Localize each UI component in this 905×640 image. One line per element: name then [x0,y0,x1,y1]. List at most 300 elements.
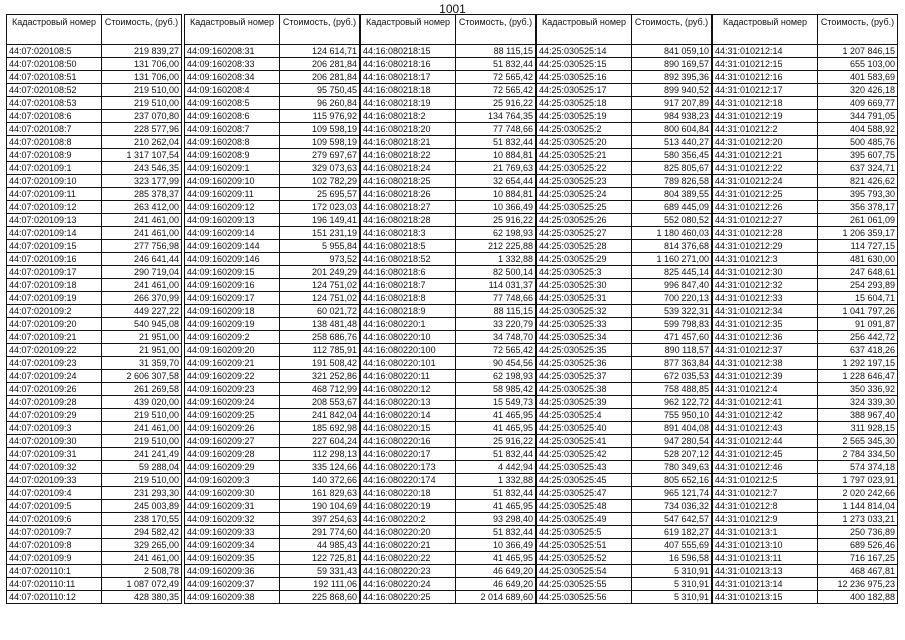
cost-cell: 77 748,66 [456,123,536,136]
cost-cell: 805 652,16 [632,474,712,487]
cost-cell: 241 241,49 [102,448,182,461]
table-row [185,487,360,500]
table-row [185,422,360,435]
cadastral-number-cell: 44:25:030525:24 [537,188,632,201]
cadastral-number-cell: 44:31:010212:5 [713,474,818,487]
cadastral-number-cell: 44:16:080220:25 [361,591,456,604]
cadastral-number-cell: 44:25:030525:20 [537,136,632,149]
cost-cell: 890 169,57 [632,58,712,71]
cadastre-table-5 [712,14,898,604]
table-row [185,552,360,565]
cadastral-number-cell: 44:16:080218:21 [361,136,456,149]
cost-cell: 1 206 359,17 [818,227,898,240]
cadastral-number-cell: 44:25:030525:30 [537,279,632,292]
cost-cell: 72 565,42 [456,71,536,84]
table-row [537,331,712,344]
cadastral-number-header: Кадастровый номер [361,15,456,45]
cadastral-number-cell: 44:09:160209:14 [185,227,280,240]
cost-cell: 965 121,74 [632,487,712,500]
cadastral-number-cell: 44:07:020108:6 [7,110,102,123]
cadastral-number-cell: 44:31:010212:8 [713,500,818,513]
table-row [7,565,182,578]
cost-cell: 258 686,76 [280,331,360,344]
cadastral-number-cell: 44:09:160209:19 [185,318,280,331]
table-row [537,266,712,279]
cadastral-number-cell: 44:07:020109:23 [7,357,102,370]
table-row [185,253,360,266]
table-row [713,357,898,370]
cost-cell: 890 118,57 [632,344,712,357]
cadastral-number-cell: 44:31:010213:10 [713,539,818,552]
header-row [537,15,712,45]
table-row [537,448,712,461]
cadastral-number-cell: 44:16:080218:27 [361,201,456,214]
cost-cell: 237 070,80 [102,110,182,123]
cadastral-number-cell: 44:16:080220:173 [361,461,456,474]
table-row [185,383,360,396]
cadastral-number-cell: 44:16:080220:21 [361,539,456,552]
table-row [537,162,712,175]
table-row [713,461,898,474]
cadastral-number-cell: 44:31:010212:32 [713,279,818,292]
table-row [713,383,898,396]
table-row [7,214,182,227]
cadastral-number-cell: 44:31:010212:43 [713,422,818,435]
cadastral-number-cell: 44:31:010212:7 [713,487,818,500]
cadastral-number-cell: 44:09:160209:28 [185,448,280,461]
cost-cell: 344 791,05 [818,110,898,123]
cost-cell: 891 404,08 [632,422,712,435]
table-row [361,227,536,240]
cost-cell: 51 832,44 [456,448,536,461]
cost-cell: 539 322,31 [632,305,712,318]
cadastral-number-cell: 44:09:160208:8 [185,136,280,149]
cadastral-number-cell: 44:25:030525:17 [537,84,632,97]
cadastral-number-cell: 44:25:030525:49 [537,513,632,526]
cadastral-number-cell: 44:25:030525:36 [537,357,632,370]
cadastral-number-cell: 44:09:160209:24 [185,396,280,409]
cadastral-number-cell: 44:16:080220:15 [361,422,456,435]
table-row [537,227,712,240]
table-row [713,318,898,331]
table-row [537,474,712,487]
table-row [7,110,182,123]
cadastral-number-cell: 44:09:160209:146 [185,253,280,266]
cost-cell: 88 115,15 [456,45,536,58]
cadastral-number-cell: 44:07:020109:18 [7,279,102,292]
table-row [713,266,898,279]
table-row [185,357,360,370]
cost-cell: 191 508,42 [280,357,360,370]
table-row [713,435,898,448]
page-number: 1001 [439,2,466,16]
cost-cell: 513 440,27 [632,136,712,149]
cost-cell: 266 370,99 [102,292,182,305]
table-row [7,552,182,565]
cost-cell: 814 376,68 [632,240,712,253]
cadastral-number-cell: 44:16:080218:15 [361,45,456,58]
cost-cell: 210 262,04 [102,136,182,149]
table-row [7,97,182,110]
cadastral-number-cell: 44:25:030525:35 [537,344,632,357]
cadastral-number-cell: 44:31:010213:1 [713,526,818,539]
table-row [185,266,360,279]
cost-cell: 219 510,00 [102,474,182,487]
cadastral-number-cell: 44:07:020110:12 [7,591,102,604]
cadastral-number-cell: 44:31:010212:9 [713,513,818,526]
cadastral-number-cell: 44:25:030525:31 [537,292,632,305]
table-row [7,344,182,357]
table-row [361,435,536,448]
cost-cell: 984 938,23 [632,110,712,123]
table-row [361,591,536,604]
cost-cell: 321 252,86 [280,370,360,383]
cost-cell: 16 596,58 [632,552,712,565]
cost-cell: 60 021,72 [280,305,360,318]
cost-cell: 1 144 814,04 [818,500,898,513]
table-row [185,84,360,97]
table-row [361,409,536,422]
table-row [361,344,536,357]
cadastral-number-cell: 44:25:030525:27 [537,227,632,240]
cost-cell: 51 832,44 [456,58,536,71]
cadastral-number-cell: 44:16:080220:174 [361,474,456,487]
cost-cell: 112 785,91 [280,344,360,357]
table-row [361,162,536,175]
table-row [185,240,360,253]
cost-cell: 112 298,13 [280,448,360,461]
cost-header: Стоимость, (руб.) [102,15,182,45]
table-row [713,539,898,552]
table-row [7,500,182,513]
cadastral-number-cell: 44:25:030525:23 [537,175,632,188]
table-row [713,136,898,149]
cost-cell: 395 607,75 [818,149,898,162]
cadastral-number-cell: 44:25:030525:3 [537,266,632,279]
table-row [7,383,182,396]
table-row [537,565,712,578]
table-row [713,448,898,461]
cadastral-number-cell: 44:07:020109:22 [7,344,102,357]
cadastral-number-header: Кадастровый номер [185,15,280,45]
cadastral-number-cell: 44:07:020109:5 [7,500,102,513]
table-row [537,409,712,422]
cost-cell: 841 059,10 [632,45,712,58]
cadastral-number-cell: 44:07:020109:29 [7,409,102,422]
table-row [537,279,712,292]
cost-cell: 88 115,15 [456,305,536,318]
cost-cell: 547 642,57 [632,513,712,526]
table-row [537,383,712,396]
cadastral-number-cell: 44:31:010212:41 [713,396,818,409]
table-row [361,188,536,201]
table-row [7,71,182,84]
cadastral-number-cell: 44:09:160209:16 [185,279,280,292]
cost-cell: 1 228 646,47 [818,370,898,383]
table-row [361,318,536,331]
table-row [7,409,182,422]
cost-cell: 59 288,04 [102,461,182,474]
cadastral-number-cell: 44:07:020109:28 [7,396,102,409]
cadastral-number-cell: 44:07:020109:10 [7,175,102,188]
cadastral-number-cell: 44:31:010212:38 [713,357,818,370]
cadastral-number-cell: 44:16:080220:100 [361,344,456,357]
cadastral-number-cell: 44:09:160209:12 [185,201,280,214]
table-row [537,84,712,97]
table-row [361,201,536,214]
cost-cell: 72 565,42 [456,344,536,357]
table-row [185,565,360,578]
cadastral-number-cell: 44:09:160209:11 [185,188,280,201]
cadastral-number-cell: 44:25:030525:38 [537,383,632,396]
table-row [361,539,536,552]
cost-cell: 5 310,91 [632,591,712,604]
cost-cell: 789 826,58 [632,175,712,188]
cost-cell: 285 378,37 [102,188,182,201]
table-row [537,578,712,591]
cost-cell: 241 842,04 [280,409,360,422]
table-row [185,513,360,526]
cadastral-number-cell: 44:16:080218:2 [361,110,456,123]
cost-cell: 439 020,00 [102,396,182,409]
table-row [537,422,712,435]
table-row [361,500,536,513]
table-row [537,175,712,188]
cadastral-number-cell: 44:07:020109:17 [7,266,102,279]
cadastral-number-cell: 44:25:030525:54 [537,565,632,578]
header-row [713,15,898,45]
cost-cell: 599 798,83 [632,318,712,331]
table-row [713,578,898,591]
cost-cell: 311 928,15 [818,422,898,435]
table-row [361,110,536,123]
cost-cell: 755 950,10 [632,409,712,422]
table-row [537,318,712,331]
table-row [537,201,712,214]
cost-cell: 294 582,42 [102,526,182,539]
cadastral-number-cell: 44:31:010212:27 [713,214,818,227]
cadastral-number-cell: 44:25:030525:51 [537,539,632,552]
cost-cell: 290 719,04 [102,266,182,279]
table-row [185,578,360,591]
cadastre-table-4 [536,14,712,604]
cost-cell: 241 461,00 [102,552,182,565]
cadastral-number-cell: 44:25:030525:15 [537,58,632,71]
cadastral-number-cell: 44:31:010212:2 [713,123,818,136]
table-row [537,344,712,357]
cadastral-number-cell: 44:31:010213:15 [713,591,818,604]
cadastral-number-cell: 44:09:160209:32 [185,513,280,526]
cost-cell: 140 372,66 [280,474,360,487]
table-row [713,162,898,175]
cost-cell: 138 481,48 [280,318,360,331]
table-row [537,149,712,162]
cadastral-number-cell: 44:25:030525:18 [537,97,632,110]
cadastral-number-cell: 44:09:160209:2 [185,331,280,344]
cadastral-number-cell: 44:09:160209:27 [185,435,280,448]
table-row [537,188,712,201]
cost-cell: 1 207 846,15 [818,45,898,58]
cadastral-number-cell: 44:31:010212:25 [713,188,818,201]
cost-cell: 109 598,19 [280,123,360,136]
cost-cell: 401 583,69 [818,71,898,84]
table-row [185,162,360,175]
table-row [361,526,536,539]
cost-cell: 172 023,03 [280,201,360,214]
cost-cell: 91 091,87 [818,318,898,331]
cadastral-number-cell: 44:09:160208:34 [185,71,280,84]
cadastral-number-cell: 44:25:030525:52 [537,552,632,565]
cost-header: Стоимость, (руб.) [456,15,536,45]
cadastral-number-cell: 44:16:080218:19 [361,97,456,110]
table-row [361,448,536,461]
cost-cell: 231 293,30 [102,487,182,500]
cadastral-number-cell: 44:31:010212:28 [713,227,818,240]
cadastral-number-cell: 44:07:020109:4 [7,487,102,500]
cost-cell: 241 461,00 [102,227,182,240]
table-row [361,253,536,266]
cost-cell: 124 751,02 [280,279,360,292]
cost-cell: 208 553,67 [280,396,360,409]
table-row [713,58,898,71]
cadastral-number-cell: 44:25:030525:21 [537,149,632,162]
table-row [7,539,182,552]
cadastral-number-cell: 44:16:080220:19 [361,500,456,513]
cadastral-number-cell: 44:09:160209:144 [185,240,280,253]
table-row [537,71,712,84]
cadastral-number-cell: 44:07:020109:6 [7,513,102,526]
table-row [713,214,898,227]
cost-cell: 82 500,14 [456,266,536,279]
cost-cell: 256 442,72 [818,331,898,344]
cadastral-number-cell: 44:16:080218:52 [361,253,456,266]
cost-cell: 192 111,06 [280,578,360,591]
table-row [537,487,712,500]
cadastral-number-cell: 44:09:160208:33 [185,58,280,71]
table-row [7,136,182,149]
table-row [7,461,182,474]
table-row [713,565,898,578]
table-row [7,279,182,292]
cost-cell: 227 604,24 [280,435,360,448]
cadastral-number-cell: 44:16:080220:1 [361,318,456,331]
table-row [185,175,360,188]
cost-cell: 46 649,20 [456,565,536,578]
cadastral-number-cell: 44:09:160209:17 [185,292,280,305]
cost-cell: 219 510,00 [102,97,182,110]
cadastral-number-cell: 44:09:160209:33 [185,526,280,539]
cadastral-number-cell: 44:07:020108:7 [7,123,102,136]
cost-cell: 241 461,00 [102,422,182,435]
table-row [361,58,536,71]
cost-cell: 131 706,00 [102,58,182,71]
cadastral-number-cell: 44:16:080218:16 [361,58,456,71]
table-row [361,383,536,396]
cadastral-number-cell: 44:16:080218:28 [361,214,456,227]
cost-cell: 655 103,00 [818,58,898,71]
cadastral-number-cell: 44:31:010212:18 [713,97,818,110]
table-row [361,45,536,58]
cost-cell: 261 269,58 [102,383,182,396]
cadastral-number-cell: 44:07:020108:8 [7,136,102,149]
cost-cell: 201 249,29 [280,266,360,279]
table-row [7,591,182,604]
table-row [185,71,360,84]
cadastral-number-cell: 44:09:160209:37 [185,578,280,591]
table-row [537,292,712,305]
table-row [185,435,360,448]
table-row [185,409,360,422]
cost-cell: 134 764,35 [456,110,536,123]
cost-cell: 892 395,36 [632,71,712,84]
table-row [7,123,182,136]
cost-cell: 15 604,71 [818,292,898,305]
cost-cell: 825 805,67 [632,162,712,175]
cadastre-table-2 [184,14,360,604]
cadastral-number-cell: 44:09:160209:35 [185,552,280,565]
table-row [713,552,898,565]
table-row [185,474,360,487]
table-row [361,71,536,84]
table-row [185,123,360,136]
table-row [7,162,182,175]
cadastral-number-cell: 44:07:020109:15 [7,240,102,253]
table-row [361,240,536,253]
cadastral-number-cell: 44:07:020109:13 [7,214,102,227]
table-row [7,578,182,591]
cost-cell: 212 225,88 [456,240,536,253]
cost-cell: 21 951,00 [102,344,182,357]
table-row [185,214,360,227]
cost-cell: 261 061,09 [818,214,898,227]
table-row [185,526,360,539]
cadastral-number-cell: 44:09:160209:13 [185,214,280,227]
cost-cell: 2 508,78 [102,565,182,578]
table-row [361,136,536,149]
cadastral-number-cell: 44:16:080218:24 [361,162,456,175]
cadastral-number-cell: 44:25:030525:42 [537,448,632,461]
cost-cell: 335 124,66 [280,461,360,474]
cost-cell: 1 041 797,26 [818,305,898,318]
cadastral-number-cell: 44:09:160208:31 [185,45,280,58]
table-row [537,552,712,565]
table-row [185,149,360,162]
table-row [7,435,182,448]
table-row [537,45,712,58]
cost-cell: 5 310,91 [632,565,712,578]
table-row [361,331,536,344]
cadastral-number-cell: 44:07:020109:12 [7,201,102,214]
cost-cell: 1 292 197,15 [818,357,898,370]
cost-cell: 95 750,45 [280,84,360,97]
cost-cell: 124 614,71 [280,45,360,58]
cost-cell: 1 332,88 [456,253,536,266]
cost-cell: 329 265,00 [102,539,182,552]
cost-cell: 51 832,44 [456,526,536,539]
cost-cell: 25 695,57 [280,188,360,201]
cost-cell: 250 736,89 [818,526,898,539]
cost-cell: 41 465,95 [456,409,536,422]
table-row [185,396,360,409]
cost-cell: 4 442,94 [456,461,536,474]
table-row [7,201,182,214]
cost-cell: 395 793,30 [818,188,898,201]
table-row [361,422,536,435]
cost-cell: 10 366,49 [456,539,536,552]
cost-cell: 637 324,71 [818,162,898,175]
cost-cell: 58 985,42 [456,383,536,396]
cost-cell: 161 829,63 [280,487,360,500]
